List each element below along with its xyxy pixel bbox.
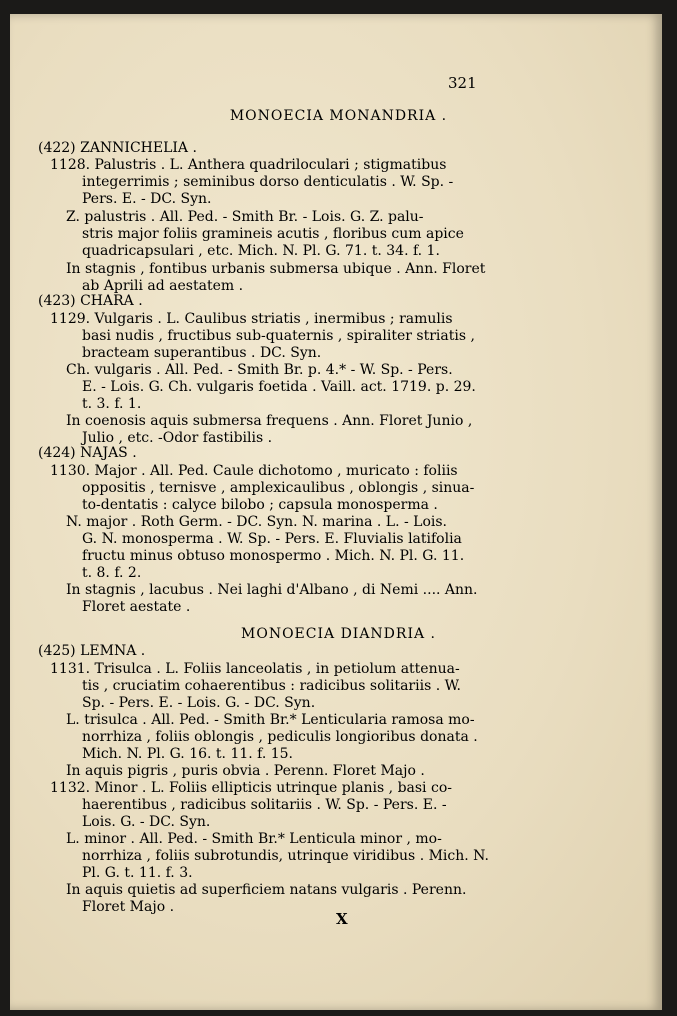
running-head: MONOECIA MONANDRIA . <box>229 108 448 124</box>
page-number: 321 <box>448 74 477 92</box>
text-line: L. trisulca . All. Ped. - Smith Br.* Lenticularia ramosa mo- <box>66 712 475 728</box>
text-line: basi nudis , fructibus sub-quaternis , spiraliter striatis , <box>82 328 475 344</box>
text-line: Lois. G. - DC. Syn. <box>82 814 211 830</box>
text-line: t. 8. f. 2. <box>82 565 142 581</box>
text-line: to-dentatis : calyce bilobo ; capsula monosperma . <box>82 497 438 513</box>
text-line: (423) CHARA . <box>38 293 143 309</box>
signature-mark: X <box>336 910 348 928</box>
text-line: G. N. monosperma . W. Sp. - Pers. E. Fluvialis latifolia <box>82 531 462 547</box>
text-line: 1129. Vulgaris . L. Caulibus striatis , inermibus ; ramulis <box>50 311 453 327</box>
text-line: In stagnis , fontibus urbanis submersa ubique . Ann. Floret <box>66 261 486 277</box>
text-line: N. major . Roth Germ. - DC. Syn. N. marina . L. - Lois. <box>66 514 448 530</box>
text-line: (424) NAJAS . <box>38 445 137 461</box>
section-heading: MONOECIA DIANDRIA . <box>241 626 436 642</box>
text-line: 1132. Minor . L. Foliis ellipticis utrinque planis , basi co- <box>50 780 452 796</box>
text-line: Floret Majo . <box>82 899 175 915</box>
text-line: Julio , etc. -Odor fastibilis . <box>82 430 273 446</box>
text-line: t. 3. f. 1. <box>82 396 142 412</box>
text-line: 1128. Palustris . L. Anthera quadriloculari ; stigmatibus <box>50 157 447 173</box>
text-line: Sp. - Pers. E. - Lois. G. - DC. Syn. <box>82 695 316 711</box>
text-line: integerrimis ; seminibus dorso denticulatis . W. Sp. - <box>82 174 454 190</box>
text-line: haerentibus , radicibus solitariis . W. Sp. - Pers. E. - <box>82 797 447 813</box>
text-line: 1130. Major . All. Ped. Caule dichotomo , muricato : foliis <box>50 463 458 479</box>
text-line: Ch. vulgaris . All. Ped. - Smith Br. p. 4.* - W. Sp. - Pers. <box>66 362 453 378</box>
text-line: norrhiza , foliis subrotundis, utrinque viridibus . Mich. N. <box>82 848 489 864</box>
text-line: stris major foliis gramineis acutis , floribus cum apice <box>82 226 464 242</box>
text-line: ab Aprili ad aestatem . <box>82 278 244 294</box>
text-line: E. - Lois. G. Ch. vulgaris foetida . Vaill. act. 1719. p. 29. <box>82 379 476 395</box>
text-line: (425) LEMNA . <box>38 643 146 659</box>
text-line: Pers. E. - DC. Syn. <box>82 191 212 207</box>
text-line: Z. palustris . All. Ped. - Smith Br. - Lois. G. Z. palu- <box>66 209 424 225</box>
text-line: 1131. Trisulca . L. Foliis lanceolatis , in petiolum attenua- <box>50 661 460 677</box>
text-line: fructu minus obtuso monospermo . Mich. N. Pl. G. 11. <box>82 548 465 564</box>
text-line: tis , cruciatim cohaerentibus : radicibus solitariis . W. <box>82 678 462 694</box>
text-line: bracteam superantibus . DC. Syn. <box>82 345 322 361</box>
text-line: Floret aestate . <box>82 599 191 615</box>
text-line: L. minor . All. Ped. - Smith Br.* Lenticula minor , mo- <box>66 831 442 847</box>
text-line: In aquis quietis ad superficiem natans vulgaris . Perenn. <box>66 882 467 898</box>
text-line: In aquis pigris , puris obvia . Perenn. Floret Majo . <box>66 763 425 779</box>
text-line: Mich. N. Pl. G. 16. t. 11. f. 15. <box>82 746 294 762</box>
text-line: quadricapsulari , etc. Mich. N. Pl. G. 71. t. 34. f. 1. <box>82 243 440 259</box>
text-line: Pl. G. t. 11. f. 3. <box>82 865 193 881</box>
text-line: (422) ZANNICHELIA . <box>38 140 197 156</box>
text-line: oppositis , ternisve , amplexicaulibus , oblongis , sinua- <box>82 480 475 496</box>
text-line: In stagnis , lacubus . Nei laghi d'Albano , di Nemi .... Ann. <box>66 582 478 598</box>
text-line: norrhiza , foliis oblongis , pediculis longioribus donata . <box>82 729 478 745</box>
text-line: In coenosis aquis submersa frequens . Ann. Floret Junio , <box>66 413 473 429</box>
